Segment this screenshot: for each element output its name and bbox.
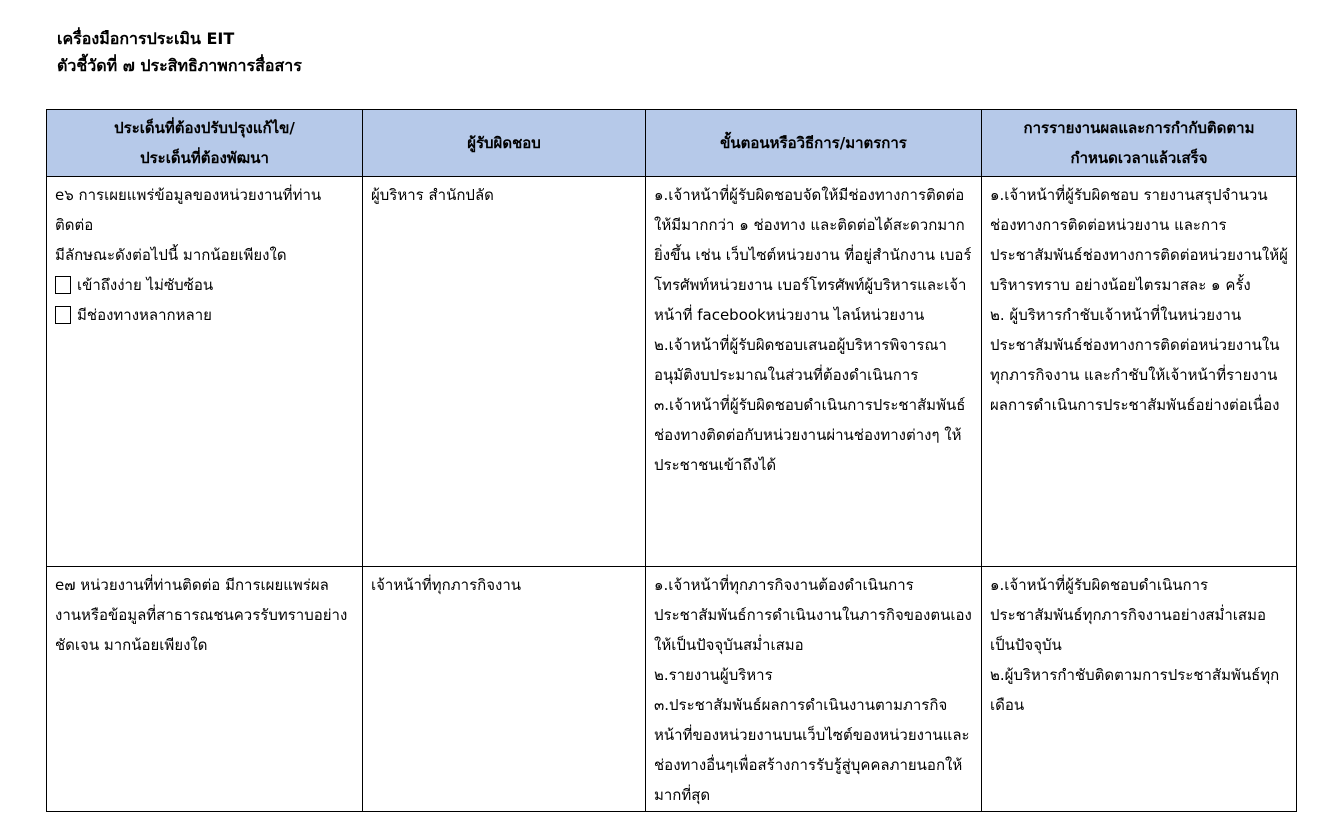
- checkbox-option[interactable]: [55, 300, 354, 330]
- header-reporting: การรายงานผลและการกำกับติดตาม กำหนดเวลาแล้วเสร็จ: [982, 110, 1297, 177]
- header-steps: ขั้นตอนหรือวิธีการ/มาตรการ: [646, 110, 982, 177]
- issue-text: e๗ หน่วยงานที่ท่านติดต่อ มีการเผยแพร่ผลงานหรือข้อมูลที่สาธารณชนควรรับทราบอย่างชัดเจน มากน้อยเพียงใด: [55, 576, 348, 654]
- option-label: มีช่องทางหลากหลาย: [77, 306, 212, 324]
- checkbox-option[interactable]: [55, 270, 354, 300]
- table-row: [47, 567, 1297, 812]
- steps-cell: [646, 567, 982, 812]
- reporting-text: ๑.เจ้าหน้าที่ผู้รับผิดชอบดำเนินการประชาสัมพันธ์ทุกภารกิจงานอย่างสม่ำเสมอเป็นปัจจุบัน ๒.ผู้บริหารกำชับติดตามการประชาสัมพันธ์ทุกเดือน: [990, 576, 1280, 714]
- table-row: [47, 177, 1297, 567]
- title-line-1: เครื่องมือการประเมิน EIT: [57, 29, 235, 48]
- responsible-cell: [363, 177, 646, 567]
- issue-text: e๖ การเผยแพร่ข้อมูลของหน่วยงานที่ท่านติดต่อ มีลักษณะดังต่อไปนี้ มากน้อยเพียงใด: [55, 186, 322, 264]
- reporting-text: ๑.เจ้าหน้าที่ผู้รับผิดชอบ รายงานสรุปจำนวนช่องทางการติดต่อหน่วยงาน และการประชาสัมพันธ์ช่องทางการติดต่อหน่วยงานให้ผู้บริหารทราบ อย่างน้อยไตรมาสละ ๑ ครั้ง ๒. ผู้บริหารกำชับเจ้าหน้าที่ในหน่วยงานประชาสัมพันธ์ช่องทางการติดต่อหน่วยงานในทุกภารกิจงาน และกำชับให้เจ้าหน้าที่รายงานผลการดำเนินการประชาสัมพันธ์อย่างต่อเนื่อง: [990, 186, 1288, 414]
- responsible-text: ผู้บริหาร สำนักปลัด: [371, 186, 494, 204]
- steps-text: ๑.เจ้าหน้าที่ทุกภารกิจงานต้องดำเนินการประชาสัมพันธ์การดำเนินงานในภารกิจของตนเองให้เป็นปัจจุบันสม่ำเสมอ ๒.รายงานผู้บริหาร ๓.ประชาสัมพันธ์ผลการดำเนินงานตามภารกิจหน้าที่ของหน่วยงานบนเว็บไซต์ของหน่วยงานและช่องทางอื่นๆเพื่อสร้างการรับรู้สู่บุคคลภายนอกให้มากที่สุด: [654, 576, 972, 804]
- steps-text: ๑.เจ้าหน้าที่ผู้รับผิดชอบจัดให้มีช่องทางการติดต่อให้มีมากกว่า ๑ ช่องทาง และติดต่อได้สะดวกมากยิ่งขึ้น เช่น เว็บไซต์หน่วยงาน ที่อยู่สำนักงาน เบอร์โทรศัพท์หน่วยงาน เบอร์โทรศัพท์ผู้บริหารและเจ้าหน้าที่ facebookหน่วยงาน ไลน์หน่วยงาน ๒.เจ้าหน้าที่ผู้รับผิดชอบเสนอผู้บริหารพิจารณาอนุมัติงบประมาณในส่วนที่ต้องดำเนินการ ๓.เจ้าหน้าที่ผู้รับผิดชอบดำเนินการประชาสัมพันธ์ช่องทางติดต่อกับหน่วยงานผ่านช่องทางต่างๆ ให้ประชาชนเข้าถึงได้: [654, 186, 972, 474]
- header-responsible: ผู้รับผิดชอบ: [363, 110, 646, 177]
- reporting-cell: [982, 567, 1297, 812]
- document-title: [57, 25, 302, 79]
- steps-cell: [646, 177, 982, 567]
- option-label: เข้าถึงง่าย ไม่ซับซ้อน: [77, 276, 214, 294]
- responsible-text: เจ้าหน้าที่ทุกภารกิจงาน: [371, 576, 521, 594]
- header-issue: ประเด็นที่ต้องปรับปรุงแก้ไข/ ประเด็นที่ต้องพัฒนา: [47, 110, 363, 177]
- table-header-row: [47, 110, 1297, 177]
- eit-action-plan-table: [46, 109, 1297, 812]
- responsible-cell: [363, 567, 646, 812]
- issue-cell: [47, 177, 363, 567]
- issue-cell: [47, 567, 363, 812]
- reporting-cell: [982, 177, 1297, 567]
- checkbox-icon[interactable]: [55, 276, 71, 294]
- checkbox-icon[interactable]: [55, 306, 71, 324]
- title-line-2: ตัวชี้วัดที่ ๗ ประสิทธิภาพการสื่อสาร: [57, 56, 302, 75]
